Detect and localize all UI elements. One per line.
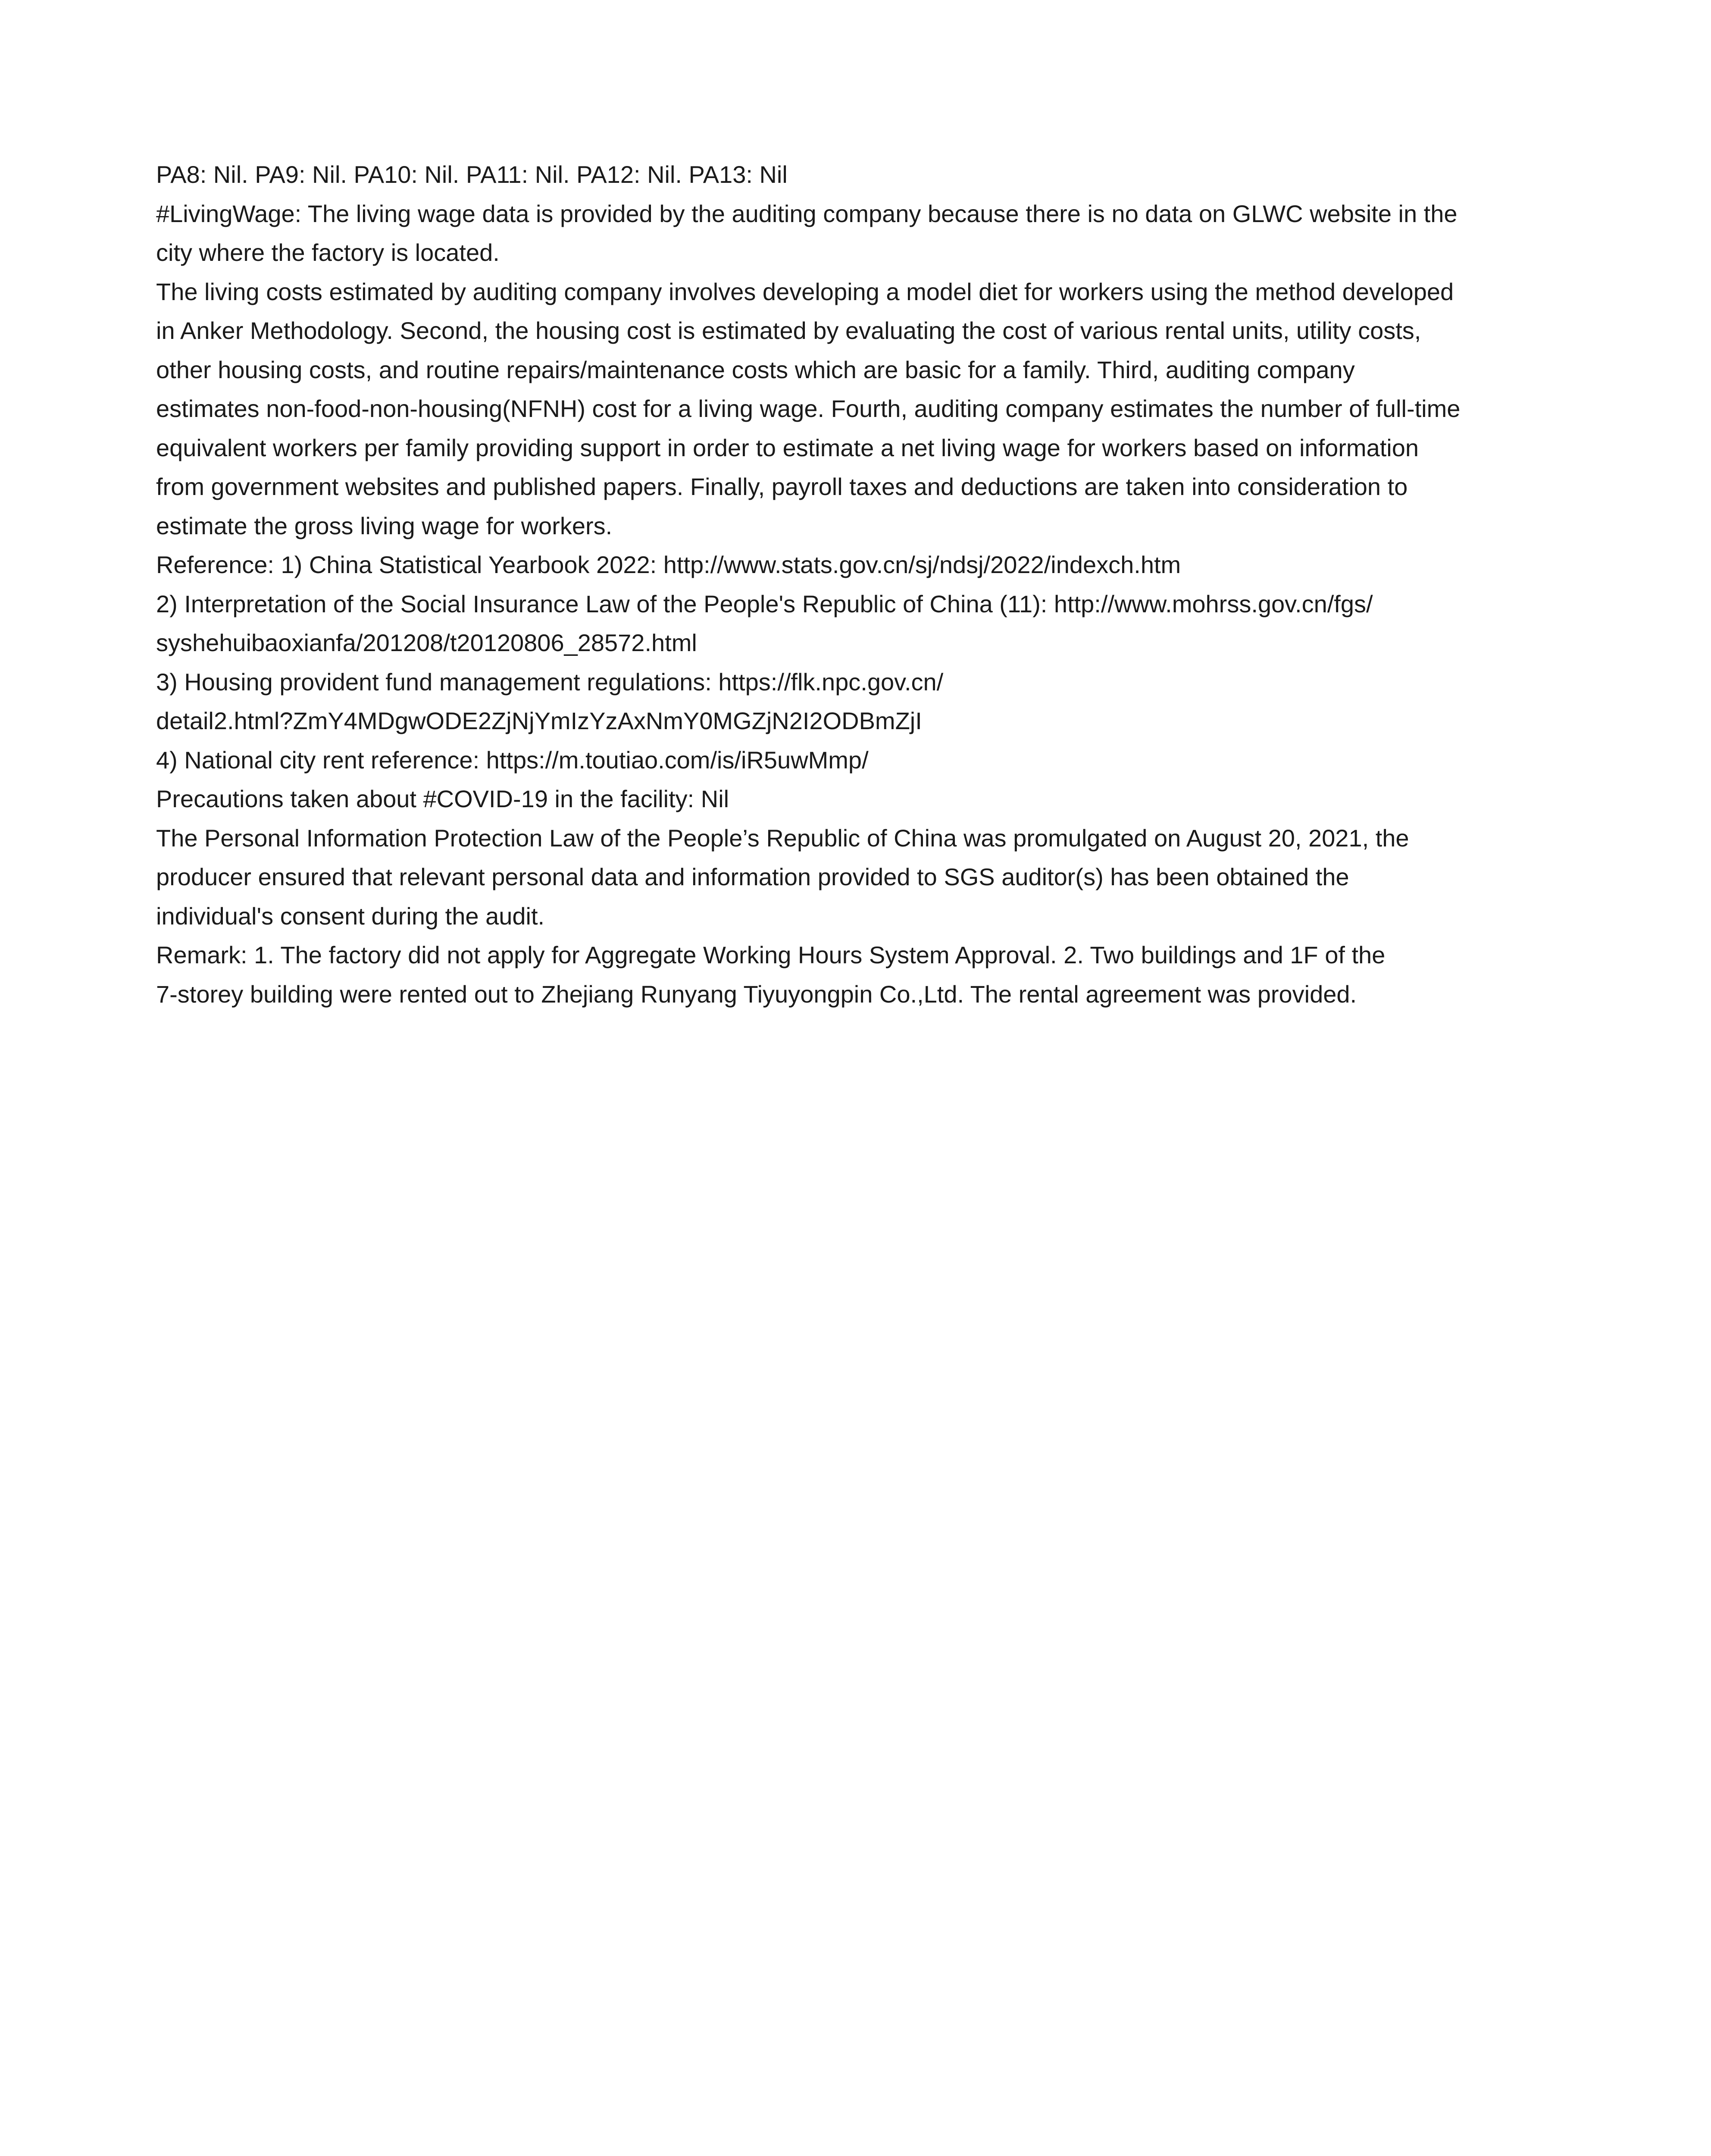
body-line: individual's consent during the audit. xyxy=(156,902,545,930)
body-line: PA8: Nil. PA9: Nil. PA10: Nil. PA11: Nil. PA12: Nil. PA13: Nil xyxy=(156,161,788,188)
page-body xyxy=(156,155,1570,1014)
body-line: 7-storey building were rented out to Zhejiang Runyang Tiyuyongpin Co.,Ltd. The rental agreement was provided. xyxy=(156,980,1357,1008)
body-line: 3) Housing provident fund management regulations: https://flk.npc.gov.cn/ xyxy=(156,668,944,696)
body-line: #LivingWage: The living wage data is provided by the auditing company because there is no data on GLWC website in the xyxy=(156,200,1458,227)
body-line: 4) National city rent reference: https://m.toutiao.com/is/iR5uwMmp/ xyxy=(156,746,869,774)
body-line: equivalent workers per family providing support in order to estimate a net living wage for workers based on information xyxy=(156,434,1419,461)
body-line: 2) Interpretation of the Social Insurance Law of the People's Republic of China (11): http://www.mohrss.gov.cn/fgs/ xyxy=(156,590,1373,617)
body-line: Reference: 1) China Statistical Yearbook 2022: http://www.stats.gov.cn/sj/ndsj/2022/indexch.htm xyxy=(156,551,1181,578)
body-line: syshehuibaoxianfa/201208/t20120806_28572.html xyxy=(156,629,697,656)
body-line: Remark: 1. The factory did not apply for Aggregate Working Hours System Approval. 2. Two buildings and 1F of the xyxy=(156,941,1386,968)
body-line: Precautions taken about #COVID-19 in the facility: Nil xyxy=(156,785,729,812)
body-line: city where the factory is located. xyxy=(156,239,500,266)
body-line: other housing costs, and routine repairs/maintenance costs which are basic for a family. Third, auditing company xyxy=(156,356,1355,383)
body-line: in Anker Methodology. Second, the housing cost is estimated by evaluating the cost of various rental units, utility costs, xyxy=(156,317,1421,344)
body-line: The Personal Information Protection Law of the People’s Republic of China was promulgated on August 20, 2021, the xyxy=(156,824,1409,852)
body-line: The living costs estimated by auditing company involves developing a model diet for workers using the method developed xyxy=(156,278,1454,305)
body-line: detail2.html?ZmY4MDgwODE2ZjNjYmIzYzAxNmY0MGZjN2I2ODBmZjI xyxy=(156,707,922,734)
body-line: from government websites and published papers. Finally, payroll taxes and deductions are taken into consideration to xyxy=(156,473,1408,500)
body-line: estimates non-food-non-housing(NFNH) cost for a living wage. Fourth, auditing company estimates the number of full-time xyxy=(156,395,1461,422)
body-line: estimate the gross living wage for workers. xyxy=(156,512,613,539)
body-line: producer ensured that relevant personal data and information provided to SGS auditor(s) has been obtained the xyxy=(156,863,1349,890)
